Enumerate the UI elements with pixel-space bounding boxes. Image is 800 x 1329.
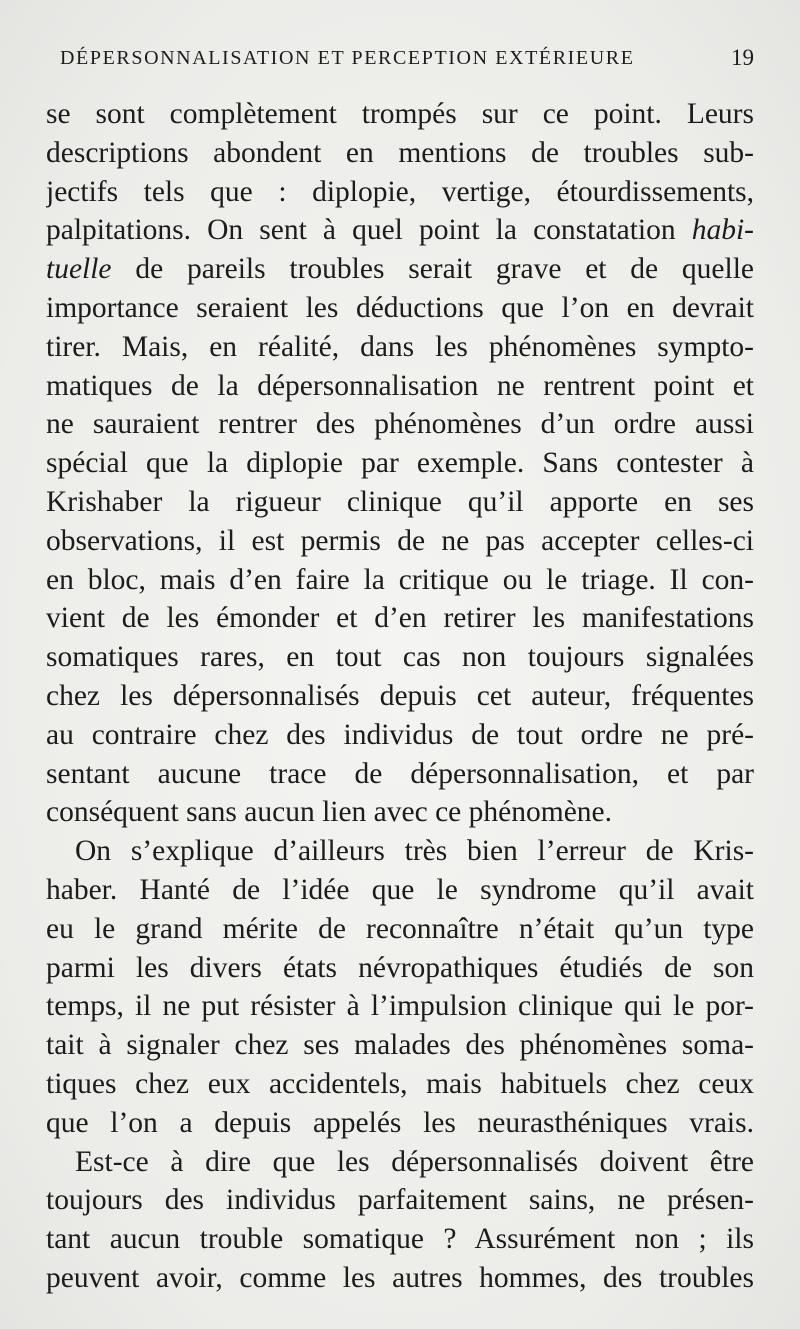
text-line: vient de les émonder et d’en retirer les manifestations	[46, 602, 754, 635]
text-line: parmi les divers états névropathiques étudiés de son	[46, 951, 754, 984]
text-line: au contraire chez des individus de tout ordre ne pré-	[46, 718, 754, 751]
text-line: matiques de la dépersonnalisation ne rentrent point et	[46, 369, 754, 402]
text-line: Krishaber la rigueur clinique qu’il apporte en ses	[46, 485, 754, 518]
text-line: tant aucun trouble somatique ? Assurément non ; ils	[46, 1223, 754, 1256]
text-line: importance seraient les déductions que l’on en devrait	[46, 291, 754, 324]
text-line: jectifs tels que : diplopie, vertige, étourdissements,	[46, 175, 754, 208]
text-line: peuvent avoir, comme les autres hommes, des troubles	[46, 1261, 754, 1294]
text-segment: de pareils troubles serait grave et de quelle	[135, 253, 754, 286]
text-segment: palpitations. On sent à quel point la constatation	[46, 214, 676, 247]
italic-word: tuelle	[46, 253, 112, 286]
text-line: ne sauraient rentrer des phénomènes d’un ordre aussi	[46, 408, 754, 441]
italic-word: habi-	[691, 214, 754, 247]
paragraph-start-line: On s’explique d’ailleurs très bien l’erreur de Kris-	[75, 835, 754, 868]
text-line: observations, il est permis de ne pas accepter celles-ci	[46, 524, 754, 557]
page-number: 19	[731, 45, 754, 70]
paragraph-end-line: que l’on a depuis appelés les neurasthéniques vrais.	[46, 1106, 754, 1139]
text-line: se sont complètement trompés sur ce point. Leurs	[46, 98, 754, 130]
running-title: DÉPERSONNALISATION ET PERCEPTION EXTÉRIEURE	[60, 47, 635, 69]
text-line: somatiques rares, en tout cas non toujours signalées	[46, 641, 754, 674]
text-line: sentant aucune trace de dépersonnalisation, et par	[46, 757, 754, 790]
text-line: en bloc, mais d’en faire la critique ou le triage. Il con-	[46, 563, 754, 596]
text-line: haber. Hanté de l’idée que le syndrome qu’il avait	[46, 873, 754, 906]
paragraph-end-line: conséquent sans aucun lien avec ce phénomène.	[46, 796, 613, 829]
text-line: toujours des individus parfaitement sains, ne présen-	[46, 1184, 754, 1217]
text-line: descriptions abondent en mentions de troubles sub-	[46, 136, 754, 169]
paragraph-start-line: Est-ce à dire que les dépersonnalisés doivent être	[75, 1145, 754, 1178]
text-line: tirer. Mais, en réalité, dans les phénomènes sympto-	[46, 330, 754, 363]
text-line	[46, 211, 754, 250]
text-line: tiques chez eux accidentels, mais habituels chez ceux	[46, 1067, 754, 1100]
body-text	[46, 95, 754, 1298]
text-line: chez les dépersonnalisés depuis cet auteur, fréquentes	[46, 679, 754, 712]
page-header	[60, 40, 754, 76]
text-line: temps, il ne put résister à l’impulsion clinique qui le por-	[46, 990, 754, 1023]
text-line: eu le grand mérite de reconnaître n’était qu’un type	[46, 912, 754, 945]
text-line: spécial que la diplopie par exemple. Sans contester à	[46, 447, 754, 480]
text-line: tait à signaler chez ses malades des phénomènes soma-	[46, 1029, 754, 1062]
text-line	[46, 250, 754, 289]
